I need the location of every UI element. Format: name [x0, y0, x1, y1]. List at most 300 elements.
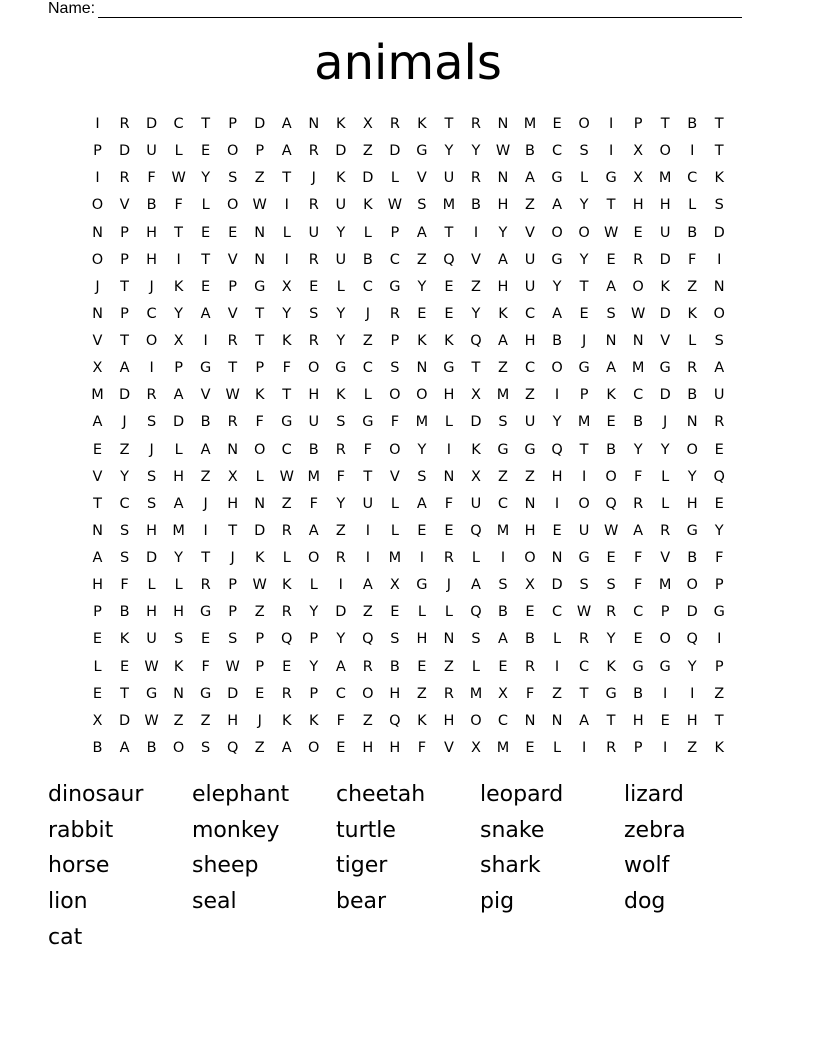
grid-letter: L	[688, 333, 697, 349]
grid-letter: I	[203, 333, 208, 349]
grid-letter: X	[470, 387, 481, 404]
grid-letter: R	[687, 360, 698, 377]
grid-letter: K	[254, 387, 265, 404]
grid-letter: T	[606, 197, 616, 214]
grid-letter: E	[606, 414, 616, 431]
grid-letter: D	[118, 712, 131, 729]
grid-letter: S	[579, 577, 589, 594]
grid-letter: Z	[498, 360, 508, 377]
grid-letter: Q	[605, 495, 617, 512]
grid-letter: R	[443, 685, 454, 702]
grid-letter: O	[308, 550, 320, 566]
grid-letter: T	[714, 143, 724, 160]
grid-letter: F	[633, 550, 643, 566]
grid-letter: Q	[551, 441, 563, 458]
grid-letter: P	[579, 387, 589, 404]
grid-letter: B	[552, 333, 563, 349]
grid-letter: P	[390, 224, 400, 241]
grid-letter: V	[200, 387, 211, 404]
grid-letter: W	[144, 712, 159, 729]
grid-letter: E	[201, 631, 211, 648]
grid-row	[84, 192, 733, 219]
grid-letter: F	[444, 495, 454, 512]
grid-letter: A	[173, 387, 184, 404]
grid-letter: E	[201, 143, 211, 160]
grid-letter: S	[498, 577, 508, 594]
grid-letter: T	[120, 685, 129, 702]
grid-letter: H	[389, 739, 401, 756]
grid-letter: H	[443, 712, 455, 729]
word-bank-item: snake	[480, 817, 545, 843]
grid-letter: U	[578, 522, 590, 539]
grid-letter: I	[717, 251, 722, 268]
grid-letter: A	[552, 197, 562, 214]
grid-letter: P	[228, 116, 238, 132]
grid-letter: L	[147, 577, 156, 594]
grid-letter: T	[579, 441, 589, 458]
grid-letter: I	[365, 522, 370, 539]
grid-letter: R	[362, 658, 373, 675]
grid-letter: S	[714, 333, 724, 349]
grid-letter: O	[308, 360, 320, 377]
grid-letter: M	[91, 387, 104, 404]
grid-letter: K	[417, 712, 427, 729]
grid-letter: P	[633, 739, 643, 756]
grid-letter: E	[552, 116, 562, 132]
grid-letter: H	[146, 224, 158, 241]
grid-row	[84, 491, 733, 518]
grid-letter: I	[338, 577, 343, 594]
grid-letter: G	[200, 360, 212, 377]
grid-letter: W	[603, 224, 619, 241]
grid-letter: E	[579, 305, 589, 322]
grid-letter: B	[687, 224, 698, 241]
grid-letter: D	[118, 143, 131, 160]
grid-letter: S	[228, 631, 238, 648]
grid-letter: R	[281, 685, 292, 702]
grid-letter: R	[281, 604, 292, 621]
grid-letter: P	[120, 224, 129, 241]
grid-letter: M	[577, 414, 591, 431]
grid-letter: X	[362, 116, 373, 132]
grid-row	[84, 708, 733, 735]
grid-letter: U	[146, 631, 157, 648]
grid-letter: E	[444, 305, 454, 322]
grid-letter: O	[578, 495, 590, 512]
grid-letter: Y	[417, 278, 427, 295]
grid-letter: B	[470, 197, 481, 214]
grid-letter: H	[173, 468, 185, 485]
grid-letter: Z	[525, 468, 535, 485]
grid-letter: S	[471, 631, 481, 648]
grid-letter: T	[579, 685, 589, 702]
grid-letter: C	[551, 143, 563, 160]
grid-letter: N	[443, 468, 455, 485]
grid-letter: E	[525, 739, 535, 756]
grid-letter: Y	[336, 224, 346, 241]
grid-letter: F	[147, 170, 156, 187]
grid-letter: Q	[281, 631, 293, 648]
grid-letter: A	[714, 360, 725, 377]
grid-letter: E	[336, 739, 346, 756]
grid-letter: Q	[389, 712, 401, 729]
grid-letter: H	[308, 387, 320, 404]
grid-letter: P	[714, 658, 724, 675]
grid-letter: Q	[686, 631, 698, 648]
grid-letter: E	[309, 278, 319, 295]
grid-letter: L	[255, 468, 264, 485]
grid-letter: A	[579, 712, 590, 729]
name-field[interactable]	[48, 0, 742, 18]
grid-letter: T	[363, 468, 373, 485]
grid-row	[84, 599, 733, 626]
grid-letter: D	[227, 685, 239, 702]
grid-letter: Y	[120, 468, 129, 485]
grid-letter: C	[633, 604, 644, 621]
grid-letter: Z	[443, 658, 454, 675]
grid-letter: G	[578, 550, 590, 566]
grid-letter: P	[120, 251, 129, 268]
grid-letter: Y	[471, 305, 481, 322]
grid-letter: H	[551, 468, 563, 485]
grid-letter: O	[226, 197, 239, 214]
grid-letter: I	[203, 522, 208, 539]
grid-letter: H	[497, 197, 509, 214]
grid-letter: A	[119, 360, 130, 377]
grid-letter: N	[497, 170, 509, 187]
grid-letter: A	[362, 577, 373, 594]
grid-letter: E	[714, 441, 724, 458]
grid-letter: X	[633, 170, 644, 187]
grid-letter: T	[282, 387, 292, 404]
grid-letter: Z	[173, 712, 184, 729]
grid-letter: N	[551, 550, 563, 566]
word-bank-item: dinosaur	[48, 782, 144, 807]
grid-letter: N	[92, 224, 103, 241]
word-bank-item: seal	[192, 889, 237, 915]
grid-letter: O	[605, 468, 617, 485]
grid-letter: X	[173, 333, 184, 349]
grid-letter: Q	[226, 739, 239, 756]
grid-letter: Y	[579, 197, 589, 214]
grid-row	[84, 654, 733, 681]
grid-letter: E	[525, 604, 535, 621]
grid-letter: S	[417, 468, 427, 485]
grid-letter: N	[254, 251, 266, 268]
grid-letter: B	[119, 604, 130, 621]
word-bank-item: cat	[48, 924, 83, 950]
grid-letter: Y	[687, 658, 697, 675]
grid-letter: O	[659, 143, 671, 160]
grid-letter: V	[119, 197, 130, 214]
grid-letter: Z	[281, 495, 292, 512]
grid-letter: Z	[362, 604, 373, 621]
grid-letter: I	[554, 658, 560, 675]
grid-letter: K	[606, 387, 616, 404]
grid-letter: B	[92, 739, 103, 756]
grid-letter: O	[226, 143, 239, 160]
grid-letter: O	[253, 441, 266, 458]
grid-letter: Z	[552, 685, 563, 702]
grid-letter: K	[471, 441, 481, 458]
grid-letter: D	[254, 116, 266, 132]
grid-letter: T	[444, 116, 454, 132]
grid-letter: S	[146, 414, 157, 431]
grid-letter: C	[173, 116, 184, 132]
grid-letter: K	[336, 116, 346, 132]
grid-letter: J	[257, 712, 262, 729]
grid-letter: H	[146, 251, 158, 268]
grid-letter: H	[173, 604, 185, 621]
grid-letter: E	[92, 685, 103, 702]
grid-letter: J	[446, 577, 452, 594]
grid-letter: S	[146, 468, 157, 485]
grid-letter: T	[120, 333, 129, 349]
grid-letter: N	[605, 333, 617, 349]
grid-letter: B	[498, 604, 508, 621]
grid-letter: S	[390, 360, 400, 377]
grid-letter: E	[201, 278, 211, 295]
grid-letter: K	[173, 658, 184, 675]
grid-row	[84, 165, 733, 192]
grid-letter: K	[714, 739, 724, 756]
grid-letter: A	[173, 495, 184, 512]
word-bank-item: turtle	[336, 817, 396, 843]
grid-letter: K	[498, 305, 508, 322]
grid-letter: L	[580, 170, 589, 187]
grid-letter: K	[444, 333, 454, 349]
grid-letter: M	[496, 387, 510, 404]
grid-letter: M	[496, 739, 510, 756]
grid-letter: G	[659, 360, 671, 377]
grid-letter: Y	[201, 170, 211, 187]
grid-letter: C	[362, 278, 373, 295]
grid-letter: Q	[713, 468, 725, 485]
grid-letter: C	[335, 685, 346, 702]
grid-letter: B	[687, 387, 698, 404]
grid-letter: O	[362, 685, 374, 702]
grid-letter: G	[145, 685, 158, 702]
grid-letter: G	[416, 143, 428, 160]
grid-letter: N	[92, 522, 103, 539]
grid-letter: W	[252, 577, 267, 594]
grid-letter: Z	[470, 278, 481, 295]
grid-letter: M	[658, 577, 672, 594]
grid-letter: P	[309, 631, 319, 648]
grid-letter: L	[174, 577, 183, 594]
grid-letter: R	[389, 305, 400, 322]
grid-letter: T	[255, 333, 265, 349]
grid-letter: D	[145, 116, 158, 132]
grid-letter: E	[606, 550, 616, 566]
grid-letter: K	[417, 116, 427, 132]
grid-letter: C	[524, 360, 536, 377]
word-bank-item: elephant	[192, 782, 290, 807]
grid-row	[84, 681, 733, 708]
grid-letter: H	[686, 495, 698, 512]
grid-letter: M	[307, 468, 321, 485]
grid-letter: P	[93, 143, 102, 160]
grid-letter: Y	[714, 522, 724, 539]
grid-letter: H	[146, 604, 158, 621]
grid-letter: T	[282, 170, 292, 187]
grid-letter: Y	[552, 414, 562, 431]
grid-row	[84, 545, 733, 572]
grid-letter: G	[713, 604, 725, 621]
grid-letter: M	[469, 685, 483, 702]
grid-letter: T	[714, 116, 724, 132]
grid-letter: K	[281, 577, 292, 594]
grid-letter: F	[336, 712, 345, 729]
grid-letter: K	[606, 658, 616, 675]
grid-letter: G	[578, 360, 590, 377]
grid-letter: F	[255, 414, 264, 431]
word-bank-item: lion	[48, 889, 88, 915]
grid-letter: C	[551, 604, 563, 621]
grid-letter: Z	[254, 170, 265, 187]
grid-letter: G	[524, 441, 536, 458]
grid-letter: N	[632, 333, 644, 349]
word-bank	[48, 777, 768, 955]
grid-row	[84, 437, 733, 464]
grid-letter: Q	[470, 522, 482, 539]
grid-letter: G	[200, 604, 212, 621]
grid-letter: L	[309, 577, 318, 594]
grid-letter: I	[581, 468, 587, 485]
grid-letter: V	[416, 170, 427, 187]
grid-letter: T	[93, 495, 102, 512]
grid-letter: G	[281, 414, 293, 431]
grid-letter: J	[149, 278, 154, 295]
grid-letter: F	[336, 468, 345, 485]
grid-letter: C	[119, 495, 130, 512]
grid-letter: A	[281, 143, 292, 160]
grid-letter: R	[470, 170, 481, 187]
grid-row	[84, 328, 733, 355]
grid-letter: I	[690, 685, 695, 702]
grid-letter: F	[715, 550, 724, 566]
grid-letter: M	[523, 116, 537, 132]
grid-letter: A	[633, 522, 644, 539]
grid-letter: L	[201, 197, 210, 214]
grid-letter: Y	[336, 333, 346, 349]
grid-letter: O	[389, 387, 401, 404]
grid-letter: I	[554, 495, 560, 512]
grid-letter: A	[498, 631, 508, 648]
grid-letter: O	[686, 441, 698, 458]
grid-letter: F	[633, 577, 643, 594]
grid-letter: B	[200, 414, 211, 431]
grid-letter: U	[524, 414, 536, 431]
grid-letter: Z	[335, 522, 346, 539]
grid-letter: E	[606, 251, 616, 268]
grid-letter: Y	[309, 658, 319, 675]
grid-letter: Z	[200, 468, 211, 485]
grid-letter: L	[553, 631, 562, 648]
grid-letter: X	[633, 143, 644, 160]
grid-letter: X	[470, 739, 481, 756]
grid-letter: D	[335, 143, 347, 160]
word-bank-item: shark	[480, 853, 541, 879]
grid-letter: V	[525, 224, 535, 241]
grid-letter: E	[498, 658, 508, 675]
word-bank-item: lizard	[624, 782, 684, 807]
grid-letter: X	[498, 685, 508, 702]
grid-letter: R	[524, 658, 536, 675]
grid-letter: J	[365, 305, 370, 322]
grid-letter: J	[149, 441, 154, 458]
grid-letter: Y	[174, 550, 184, 566]
grid-letter: T	[660, 116, 670, 132]
grid-letter: Y	[552, 278, 562, 295]
grid-letter: D	[659, 305, 671, 322]
grid-letter: P	[120, 305, 129, 322]
grid-letter: D	[118, 387, 131, 404]
grid-letter: R	[606, 604, 617, 621]
grid-letter: N	[254, 495, 266, 512]
grid-letter: K	[363, 197, 373, 214]
grid-letter: B	[308, 441, 319, 458]
grid-letter: A	[416, 224, 427, 241]
grid-letter: Y	[471, 143, 481, 160]
grid-letter: U	[146, 143, 157, 160]
grid-letter: W	[387, 197, 403, 214]
grid-letter: L	[661, 468, 670, 485]
grid-letter: G	[686, 522, 698, 539]
grid-letter: Y	[336, 495, 346, 512]
grid-letter: C	[687, 170, 698, 187]
grid-letter: A	[281, 116, 292, 132]
grid-letter: P	[255, 143, 265, 160]
grid-letter: A	[525, 170, 535, 187]
grid-letter: O	[551, 360, 563, 377]
grid-letter: I	[473, 224, 479, 241]
grid-letter: O	[308, 739, 320, 756]
grid-row	[84, 247, 733, 274]
grid-letter: U	[308, 224, 320, 241]
grid-letter: T	[201, 550, 211, 566]
grid-letter: D	[254, 522, 266, 539]
grid-letter: C	[497, 712, 509, 729]
grid-letter: Z	[362, 333, 373, 349]
grid-letter: P	[255, 631, 265, 648]
grid-row	[84, 735, 733, 762]
grid-letter: E	[92, 631, 103, 648]
grid-letter: S	[714, 197, 724, 214]
grid-letter: W	[144, 658, 159, 675]
grid-row	[84, 626, 733, 653]
grid-letter: I	[608, 143, 614, 160]
grid-letter: S	[146, 495, 157, 512]
grid-letter: N	[92, 305, 103, 322]
grid-letter: D	[173, 414, 185, 431]
grid-letter: A	[606, 360, 617, 377]
grid-letter: Q	[470, 604, 482, 621]
grid-letter: X	[470, 468, 481, 485]
grid-letter: R	[308, 143, 319, 160]
grid-letter: I	[554, 387, 560, 404]
word-bank-item: rabbit	[48, 817, 114, 843]
grid-letter: U	[308, 414, 320, 431]
grid-letter: B	[146, 197, 157, 214]
grid-letter: A	[335, 658, 346, 675]
grid-letter: D	[686, 604, 698, 621]
grid-letter: E	[255, 685, 265, 702]
grid-letter: Z	[200, 712, 211, 729]
grid-letter: F	[174, 197, 183, 214]
grid-letter: I	[500, 550, 506, 566]
grid-letter: Z	[687, 739, 698, 756]
